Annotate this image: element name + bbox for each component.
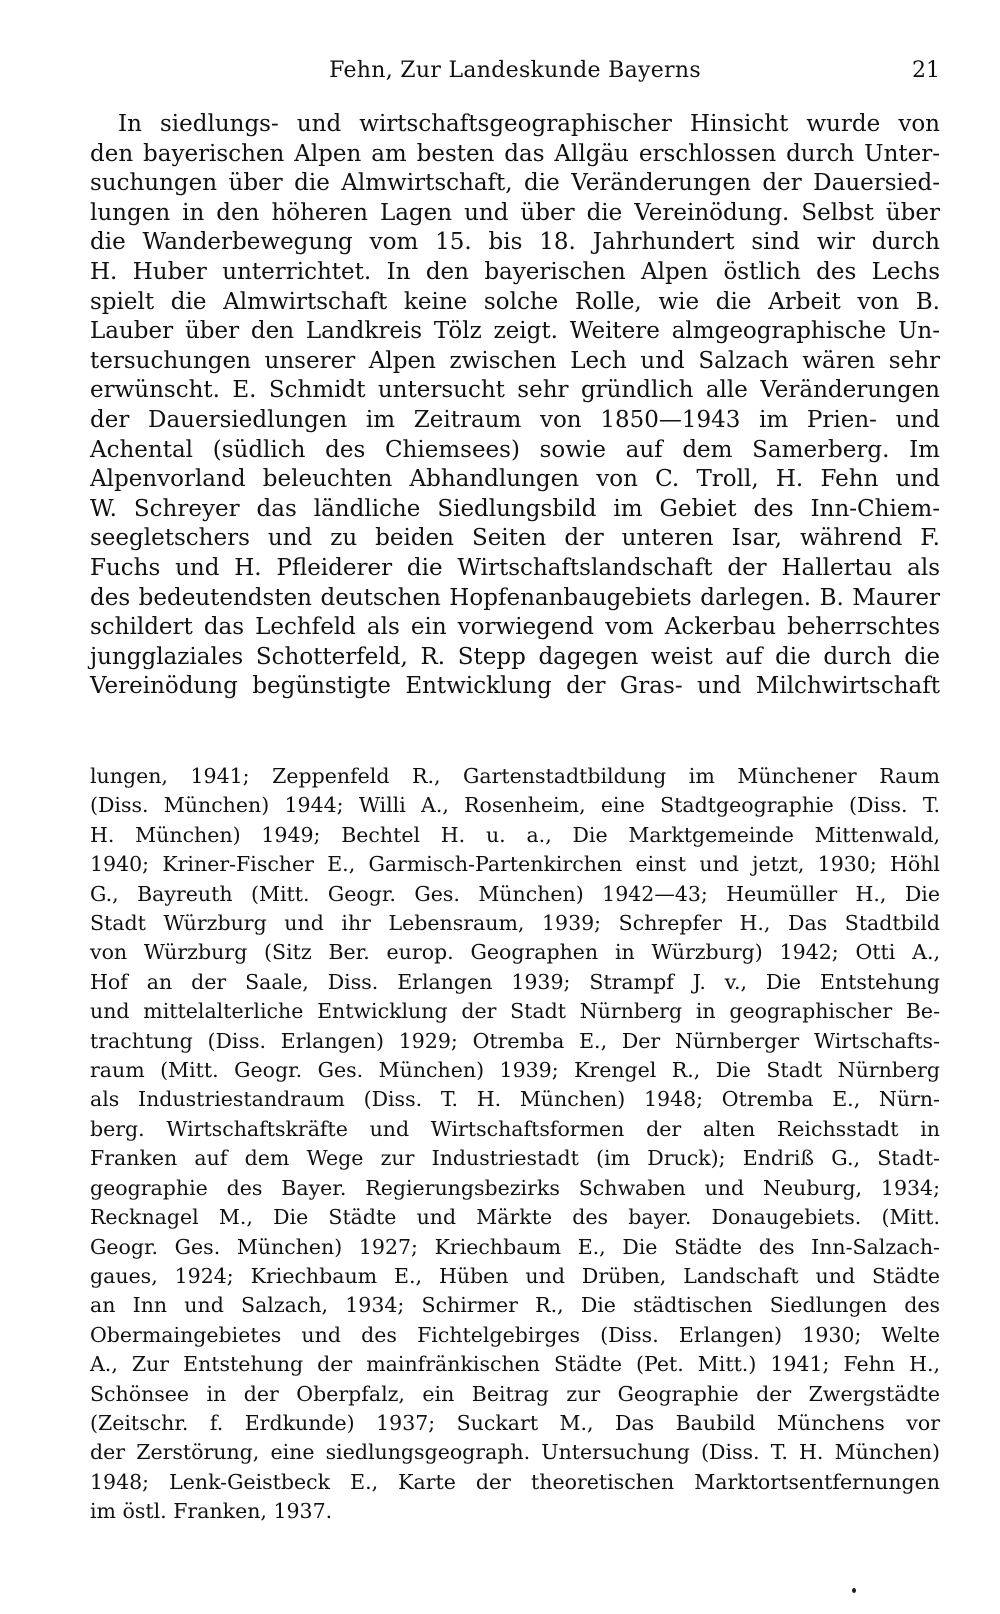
- body-line: tersuchungen unserer Alpen zwischen Lech und Salzach wären sehr: [90, 347, 940, 374]
- body-line: Fuchs und H. Pfleiderer die Wirtschaftslandschaft der Hallertau als: [90, 554, 940, 581]
- footnote-line: der Zerstörung, eine siedlungsgeograph. Untersuchung (Diss. T. H. München): [90, 1440, 940, 1465]
- footnote-line: H. München) 1949; Bechtel H. u. a., Die Marktgemeinde Mittenwald,: [90, 822, 940, 847]
- footnote-line: lungen, 1941; Zeppenfeld R., Gartenstadtbildung im Münchener Raum: [90, 764, 940, 788]
- footnote-line: 1940; Kriner-Fischer E., Garmisch-Partenkirchen einst und jetzt, 1930; Höhl: [90, 852, 940, 877]
- running-head: [90, 58, 940, 88]
- page-number: 21: [912, 58, 940, 83]
- body-line: suchungen über die Almwirtschaft, die Veränderungen der Dauersied-: [90, 170, 940, 197]
- footnote-line: im östl. Franken, 1937.: [90, 1499, 333, 1524]
- body-line: die Wanderbewegung vom 15. bis 18. Jahrhundert sind wir durch: [90, 229, 940, 256]
- body-line: seegletschers und zu beiden Seiten der unteren Isar, während F.: [90, 525, 940, 552]
- footnote-line: 1948; Lenk-Geistbeck E., Karte der theoretischen Marktortsentfernungen: [90, 1469, 940, 1494]
- body-line: den bayerischen Alpen am besten das Allgäu erschlossen durch Unter-: [90, 140, 940, 167]
- footnote-line: Stadt Würzburg und ihr Lebensraum, 1939; Schrepfer H., Das Stadtbild: [90, 911, 940, 936]
- footnote-line: Geogr. Ges. München) 1927; Kriechbaum E., Die Städte des Inn-Salzach-: [90, 1234, 940, 1259]
- main-paragraph: [90, 110, 940, 702]
- footnote-line: berg. Wirtschaftskräfte und Wirtschaftsformen der alten Reichsstadt in: [90, 1116, 940, 1141]
- body-line: lungen in den höheren Lagen und über die Vereinödung. Selbst über: [90, 199, 940, 226]
- footnote-line: als Industriestandraum (Diss. T. H. München) 1948; Otremba E., Nürn-: [90, 1087, 940, 1112]
- print-speck: [852, 1588, 856, 1593]
- body-line: spielt die Almwirtschaft keine solche Rolle, wie die Arbeit von B.: [90, 288, 940, 315]
- footnote-line: und mittelalterliche Entwicklung der Stadt Nürnberg in geographischer Be-: [90, 999, 940, 1024]
- footnote-line: Recknagel M., Die Städte und Märkte des bayer. Donaugebiets. (Mitt.: [90, 1205, 940, 1230]
- footnote-line: von Würzburg (Sitz Ber. europ. Geographen in Würzburg) 1942; Otti A.,: [90, 940, 940, 965]
- footnote-line: (Zeitschr. f. Erdkunde) 1937; Suckart M., Das Baubild Münchens vor: [90, 1410, 940, 1435]
- body-line: schildert das Lechfeld als ein vorwiegend vom Ackerbau beherrschtes: [90, 614, 940, 641]
- footnote-line: raum (Mitt. Geogr. Ges. München) 1939; Krengel R., Die Stadt Nürnberg: [90, 1058, 940, 1083]
- body-line: Achental (südlich des Chiemsees) sowie auf dem Samerberg. Im: [90, 436, 940, 463]
- body-line: Vereinödung begünstigte Entwicklung der Gras- und Milchwirtschaft: [90, 673, 940, 700]
- body-line: H. Huber unterrichtet. In den bayerischen Alpen östlich des Lechs: [90, 258, 940, 285]
- body-line: In siedlungs- und wirtschaftsgeographischer Hinsicht wurde von: [118, 111, 940, 137]
- body-line: Lauber über den Landkreis Tölz zeigt. Weitere almgeographische Un-: [90, 318, 940, 345]
- footnote-line: (Diss. München) 1944; Willi A., Rosenheim, eine Stadtgeographie (Diss. T.: [90, 793, 940, 818]
- footnote-line: Hof an der Saale, Diss. Erlangen 1939; Strampf J. v., Die Entstehung: [90, 969, 940, 994]
- running-title: Fehn, Zur Landeskunde Bayerns: [329, 58, 701, 83]
- body-line: Alpenvorland beleuchten Abhandlungen von C. Troll, H. Fehn und: [90, 466, 940, 493]
- body-line: erwünscht. E. Schmidt untersucht sehr gründlich alle Veränderungen: [90, 377, 940, 404]
- footnote-line: G., Bayreuth (Mitt. Geogr. Ges. München) 1942—43; Heumüller H., Die: [90, 881, 940, 906]
- body-line: des bedeutendsten deutschen Hopfenanbaugebiets darlegen. B. Maurer: [90, 584, 940, 611]
- footnote-line: Schönsee in der Oberpfalz, ein Beitrag zur Geographie der Zwergstädte: [90, 1381, 940, 1406]
- footnote-line: A., Zur Entstehung der mainfränkischen Städte (Pet. Mitt.) 1941; Fehn H.,: [90, 1352, 940, 1377]
- footnote-block: [90, 762, 940, 1527]
- body-line: jungglaziales Schotterfeld, R. Stepp dagegen weist auf die durch die: [90, 643, 940, 670]
- footnote-line: an Inn und Salzach, 1934; Schirmer R., Die städtischen Siedlungen des: [90, 1293, 940, 1318]
- body-line: W. Schreyer das ländliche Siedlungsbild im Gebiet des Inn-Chiem-: [90, 495, 940, 522]
- footnote-line: Franken auf dem Wege zur Industriestadt (im Druck); Endriß G., Stadt-: [90, 1146, 940, 1171]
- footnote-line: gaues, 1924; Kriechbaum E., Hüben und Drüben, Landschaft und Städte: [90, 1263, 940, 1288]
- footnote-line: Obermaingebietes und des Fichtelgebirges (Diss. Erlangen) 1930; Welte: [90, 1322, 940, 1347]
- footnote-line: trachtung (Diss. Erlangen) 1929; Otremba E., Der Nürnberger Wirtschafts-: [90, 1028, 940, 1053]
- body-line: der Dauersiedlungen im Zeitraum von 1850—1943 im Prien- und: [90, 406, 940, 433]
- footnote-line: geographie des Bayer. Regierungsbezirks Schwaben und Neuburg, 1934;: [90, 1175, 940, 1200]
